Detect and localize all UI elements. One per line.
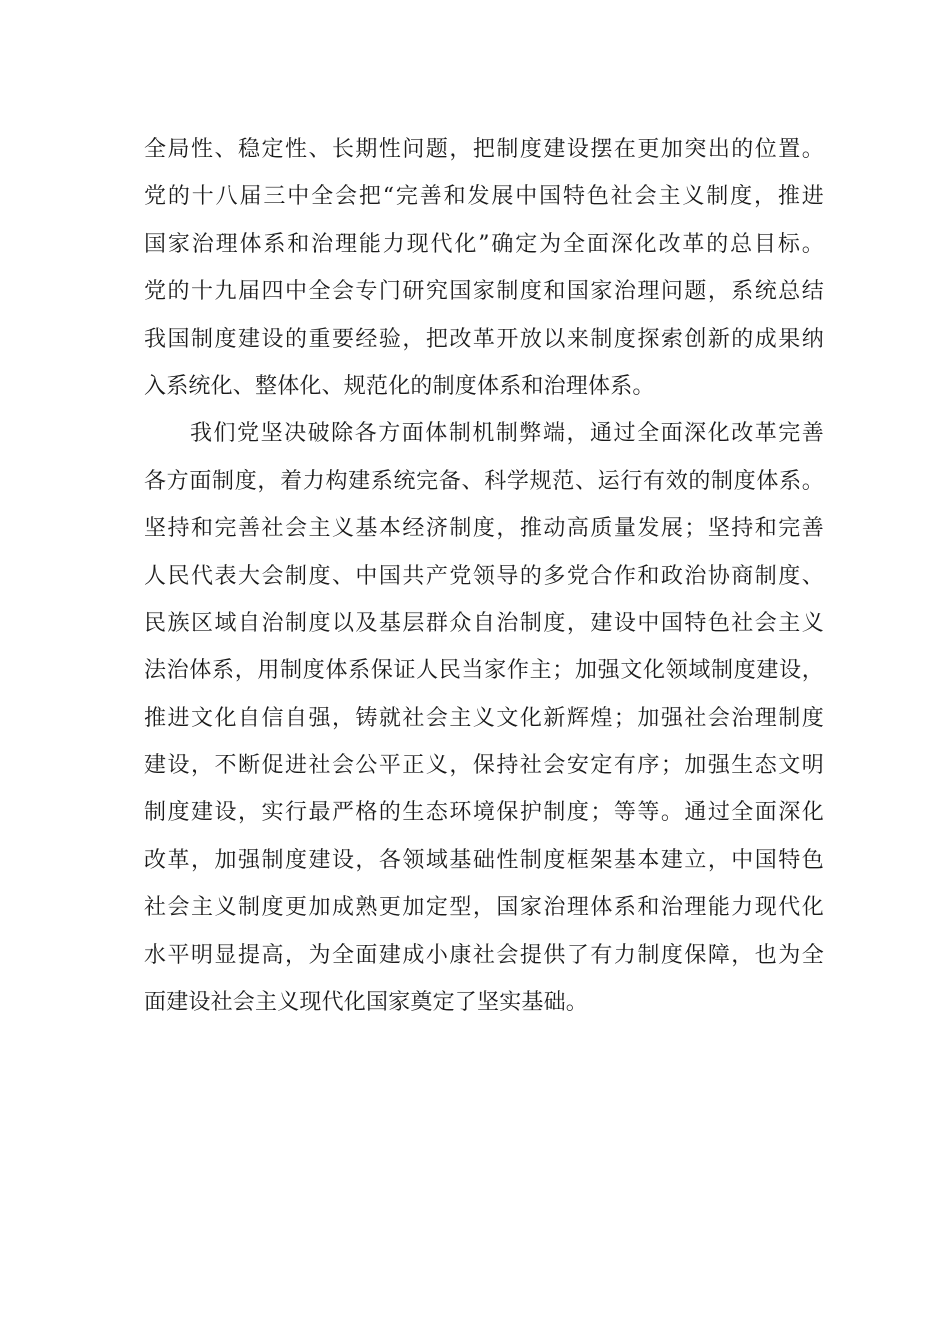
text-line: 制度建设，实行最严格的生态环境保护制度；等等。通过全面深化 — [144, 800, 824, 826]
text-line: 法治体系，用制度体系保证人民当家作主；加强文化领域制度建设， — [144, 658, 824, 684]
text-line: 改革，加强制度建设，各领域基础性制度框架基本建立，中国特色 — [144, 847, 824, 873]
text-line: 全局性、稳定性、长期性问题，把制度建设摆在更加突出的位置。 — [144, 137, 824, 162]
text-line: 坚持和完善社会主义基本经济制度，推动高质量发展；坚持和完善 — [144, 516, 824, 542]
text-line: 我国制度建设的重要经验，把改革开放以来制度探索创新的成果纳 — [144, 326, 824, 352]
text-line: 社会主义制度更加成熟更加定型，国家治理体系和治理能力现代化 — [144, 895, 824, 921]
text-line: 民族区域自治制度以及基层群众自治制度，建设中国特色社会主义 — [144, 610, 824, 636]
text-line: 党的十九届四中全会专门研究国家制度和国家治理问题，系统总结 — [144, 279, 824, 305]
text-line: 党的十八届三中全会把“完善和发展中国特色社会主义制度，推进 — [144, 184, 824, 210]
paragraph-1 — [144, 126, 824, 410]
text-line: 国家治理体系和治理能力现代化”确定为全面深化改革的总目标。 — [144, 231, 824, 257]
text-line: 面建设社会主义现代化国家奠定了坚实基础。 — [144, 990, 589, 1016]
text-line: 人民代表大会制度、中国共产党领导的多党合作和政治协商制度、 — [144, 563, 824, 589]
paragraph-2 — [144, 410, 824, 1026]
document-body — [144, 126, 824, 1026]
text-line: 水平明显提高，为全面建成小康社会提供了有力制度保障，也为全 — [144, 942, 824, 968]
text-line: 我们党坚决破除各方面体制机制弊端，通过全面深化改革完善 — [190, 421, 824, 447]
text-line: 建设，不断促进社会公平正义，保持社会安定有序；加强生态文明 — [144, 753, 824, 779]
text-line: 推进文化自信自强，铸就社会主义文化新辉煌；加强社会治理制度 — [144, 705, 824, 731]
text-line: 各方面制度，着力构建系统完备、科学规范、运行有效的制度体系。 — [144, 468, 824, 494]
text-line: 入系统化、整体化、规范化的制度体系和治理体系。 — [144, 373, 655, 399]
